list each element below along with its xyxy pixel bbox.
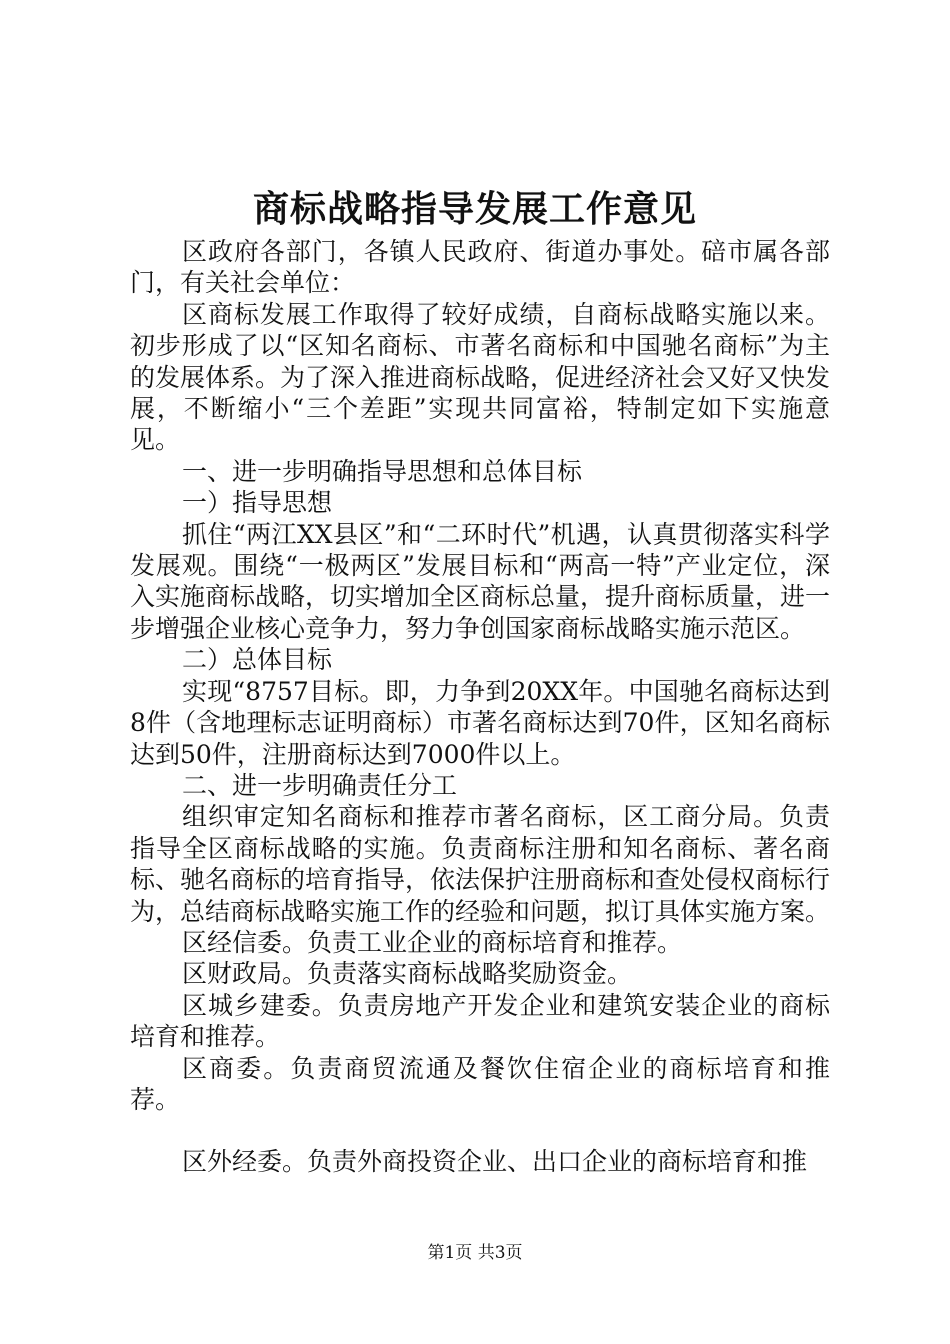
paragraph-salutation: 区政府各部门，各镇人民政府、街道办事处。碚市属各部门，有关社会单位： — [130, 237, 830, 298]
document-title: 商标战略指导发展工作意见 — [252, 188, 697, 230]
paragraph-finance: 区财政局。负责落实商标战略奖励资金。 — [182, 959, 633, 989]
subheading-guiding-thought: 一）指导思想 — [182, 488, 333, 518]
page-footer: 第1页 共3页 — [427, 1243, 523, 1263]
section-heading-2: 二、进一步明确责任分工 — [182, 770, 458, 800]
paragraph-economy-info: 区经信委。负责工业企业的商标培育和推荐。 — [182, 927, 683, 957]
paragraph-industry-commerce: 组织审定知名商标和推荐市著名商标，区工商分局。负责指导全区商标战略的实施。负责商标注册和知名商标、著名商标、驰名商标的培育指导，依法保护注册商标和查处侵权商标行为，总结商标战略实施工作的经验和问题，拟订具体实施方案。 — [130, 802, 831, 926]
subheading-overall-goal: 二）总体目标 — [182, 645, 333, 675]
paragraph-commerce: 区商委。负责商贸流通及餐饮住宿企业的商标培育和推荐。 — [130, 1053, 830, 1114]
paragraph-foreign-economy: 区外经委。负责外商投资企业、出口企业的商标培育和推 — [182, 1147, 808, 1177]
paragraph-overall-goal: 实现“8757目标。即，力争到20XX年。中国驰名商标达到8件（含地理标志证明商标）市著名商标达到70件，区知名商标达到50件，注册商标达到7000件以上。 — [130, 676, 830, 769]
paragraph-guiding-thought: 抓住“两江XX县区”和“二环时代”机遇，认真贯彻落实科学发展观。围绕“一极两区”发展目标和“两高一特”产业定位，深入实施商标战略，切实增加全区商标总量，提升商标质量，进一步增强企业核心竞争力，努力争创国家商标战略实施示范区。 — [130, 519, 831, 643]
paragraph-intro: 区商标发展工作取得了较好成绩，自商标战略实施以来。初步形成了以“区知名商标、市著名商标和中国驰名商标”为主的发展体系。为了深入推进商标战略，促进经济社会又好又快发展，不断缩小“三个差距”实现共同富裕，特制定如下实施意见。 — [130, 299, 831, 455]
paragraph-urban-rural: 区城乡建委。负责房地产开发企业和建筑安装企业的商标培育和推荐。 — [130, 990, 830, 1052]
section-heading-1: 一、进一步明确指导思想和总体目标 — [182, 456, 583, 486]
document-body — [130, 236, 830, 1178]
